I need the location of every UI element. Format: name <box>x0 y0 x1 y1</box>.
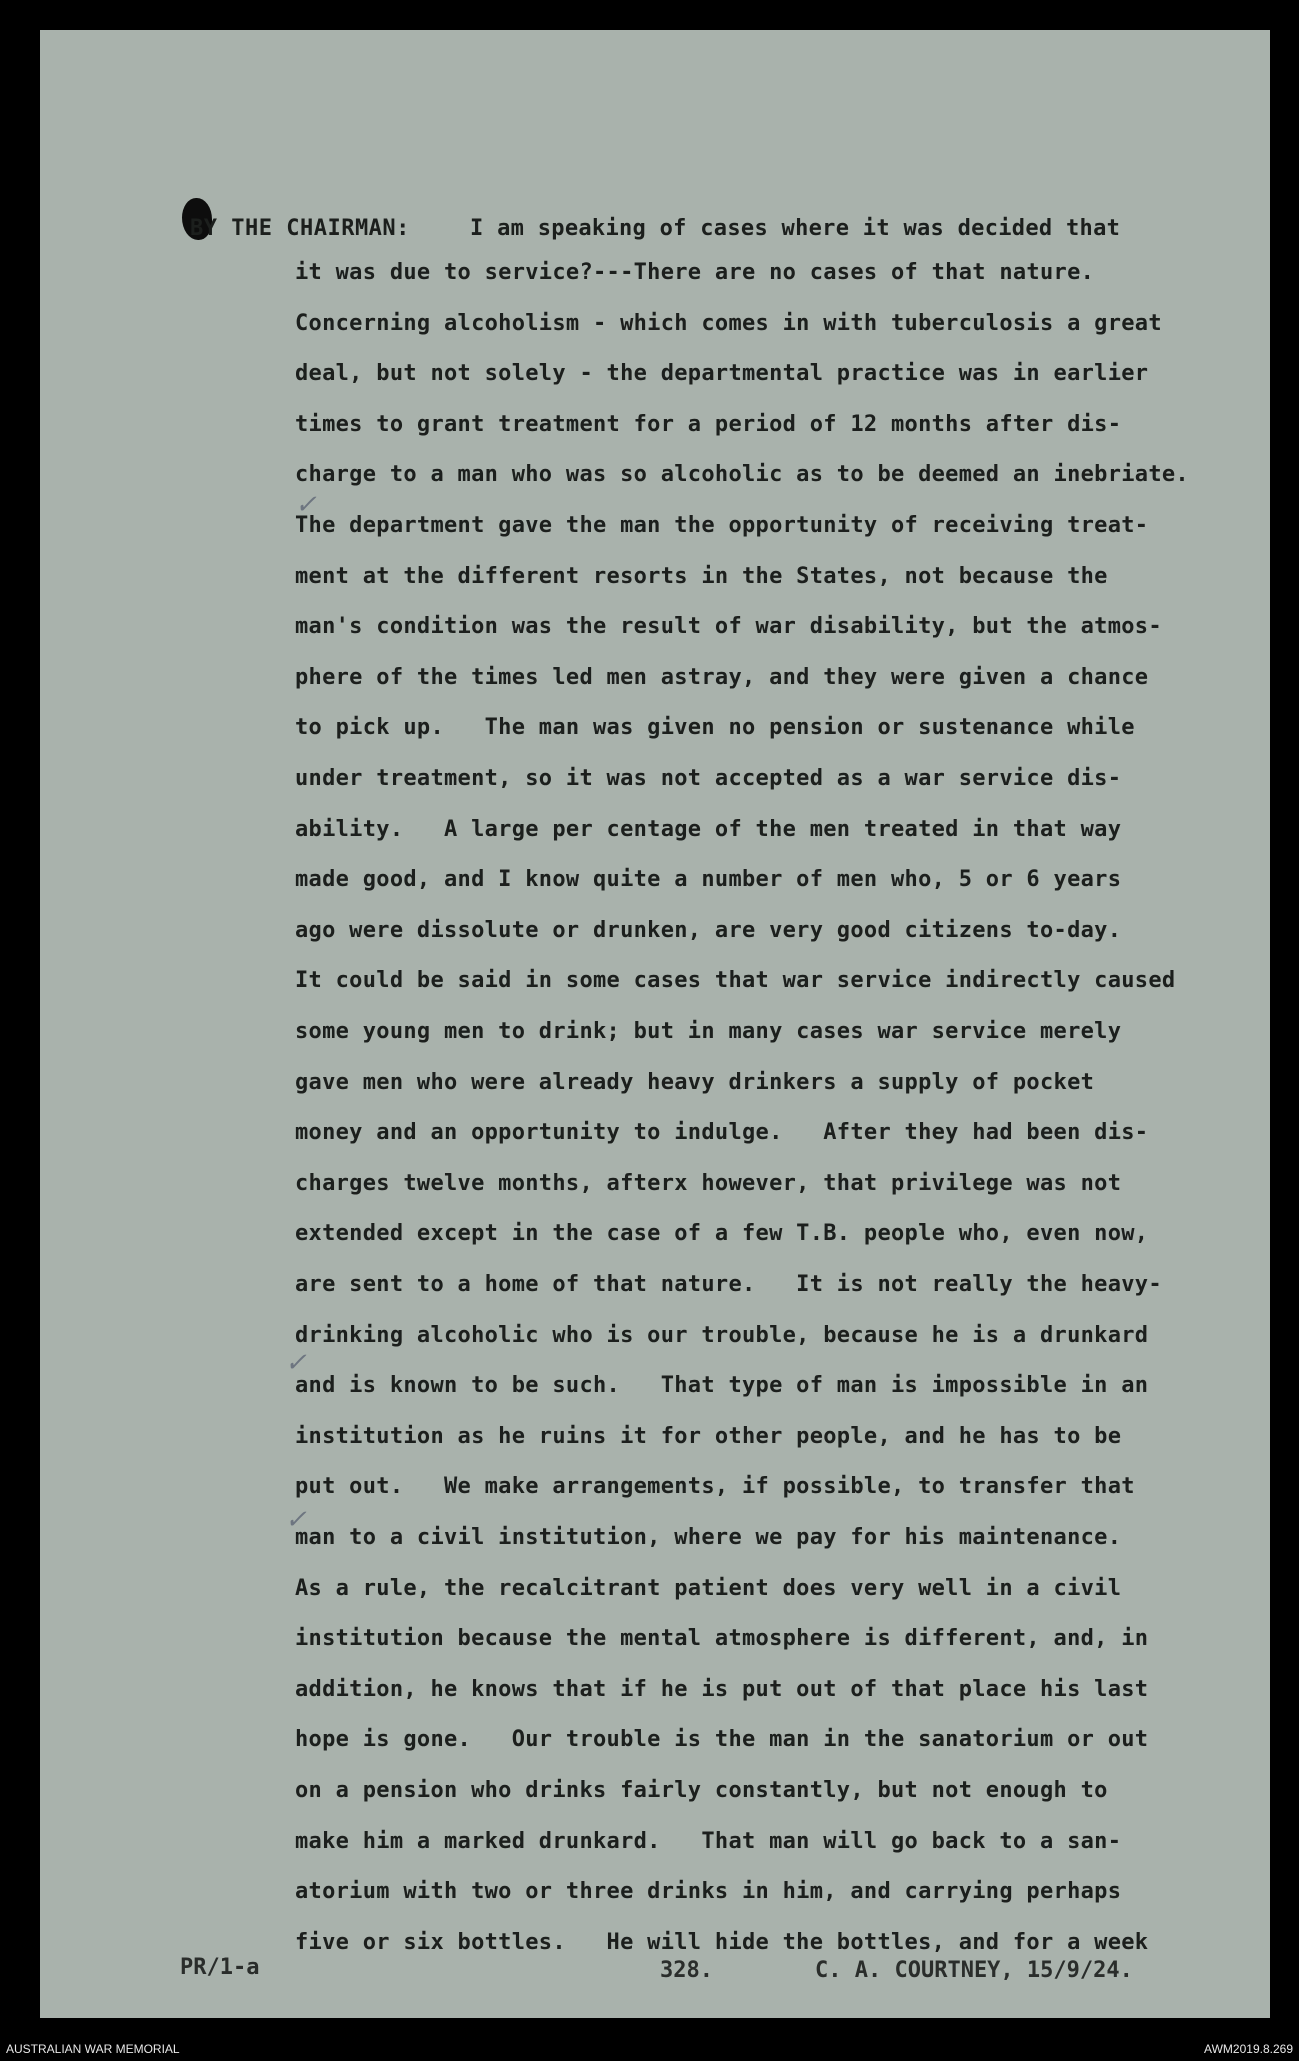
text-line: drinking alcoholic who is our trouble, because he is a drunkard <box>295 1322 1149 1348</box>
pencil-tick-mark: ✓ <box>295 490 317 520</box>
text-line: atorium with two or three drinks in him, and carrying perhaps <box>295 1879 1122 1905</box>
text-line: to pick up. The man was given no pension or sustenance while <box>295 715 1135 741</box>
text-line: charges twelve months, afterx however, that privilege was not <box>295 1170 1122 1196</box>
text-line: times to grant treatment for a period of 12 months after dis- <box>295 411 1122 437</box>
text-line: make him a marked drunkard. That man will go back to a san- <box>295 1828 1122 1854</box>
text-line: As a rule, the recalcitrant patient does very well in a civil <box>295 1575 1122 1601</box>
text-line: The department gave the man the opportunity of receiving treat- <box>295 513 1149 538</box>
text-line: gave men who were already heavy drinkers a supply of pocket <box>295 1069 1095 1095</box>
pencil-tick-mark: ✓ <box>285 1505 307 1535</box>
text-line: deal, but not solely - the departmental practice was in earlier <box>295 361 1149 387</box>
document-page <box>40 30 1270 2018</box>
text-line: man's condition was the result of war disability, but the atmos- <box>295 614 1162 640</box>
text-line: ability. A large per centage of the men treated in that way <box>295 816 1122 842</box>
reference-code: PR/1-a <box>180 1955 260 1980</box>
text-line: made good, and I know quite a number of men who, 5 or 6 years <box>295 867 1122 893</box>
text-line: put out. We make arrangements, if possible, to transfer that <box>295 1474 1135 1500</box>
text-line: extended except in the case of a few T.B. people who, even now, <box>295 1221 1149 1247</box>
text-line: charge to a man who was so alcoholic as to be deemed an inebriate. <box>295 462 1189 488</box>
text-line: are sent to a home of that nature. It is not really the heavy- <box>295 1272 1162 1297</box>
text-line: money and an opportunity to indulge. After they had been dis- <box>295 1120 1149 1146</box>
text-line: five or six bottles. He will hide the bottles, and for a week <box>295 1929 1149 1955</box>
text-line: phere of the times led men astray, and they were given a chance <box>295 664 1149 690</box>
text-line: I am speaking of cases where it was decided that <box>470 216 1121 241</box>
text-line: man to a civil institution, where we pay for his maintenance. <box>295 1525 1122 1550</box>
text-line: and is known to be such. That type of man is impossible in an <box>295 1373 1149 1399</box>
text-line: ago were dissolute or drunken, are very good citizens to-day. <box>295 917 1122 943</box>
text-line: it was due to service?---There are no cases of that nature. <box>295 260 1095 285</box>
archive-name: AUSTRALIAN WAR MEMORIAL <box>6 2042 180 2056</box>
text-line: under treatment, so it was not accepted as a war service dis- <box>295 766 1122 791</box>
witness-signature-line: C. A. COURTNEY, 15/9/24. <box>815 1958 1133 1983</box>
text-line: on a pension who drinks fairly constantly, but not enough to <box>295 1778 1108 1803</box>
pencil-tick-mark: ✓ <box>285 1348 307 1378</box>
text-line: institution as he ruins it for other people, and he has to be <box>295 1423 1122 1449</box>
archive-id: AWM2019.8.269 <box>1204 2042 1293 2056</box>
page-number: 328. <box>660 1958 713 1983</box>
archive-footer <box>0 2039 1299 2061</box>
text-line: ment at the different resorts in the States, not because the <box>295 563 1108 589</box>
speaker-label: BY THE CHAIRMAN: <box>190 216 410 241</box>
text-line: Concerning alcoholism - which comes in with tuberculosis a great <box>295 310 1162 336</box>
text-line: institution because the mental atmosphere is different, and, in <box>295 1626 1149 1652</box>
text-line: addition, he knows that if he is put out of that place his last <box>295 1676 1149 1702</box>
text-line: some young men to drink; but in many cases war service merely <box>295 1019 1122 1044</box>
text-line: It could be said in some cases that war service indirectly caused <box>295 968 1176 994</box>
text-line: hope is gone. Our trouble is the man in the sanatorium or out <box>295 1727 1149 1753</box>
